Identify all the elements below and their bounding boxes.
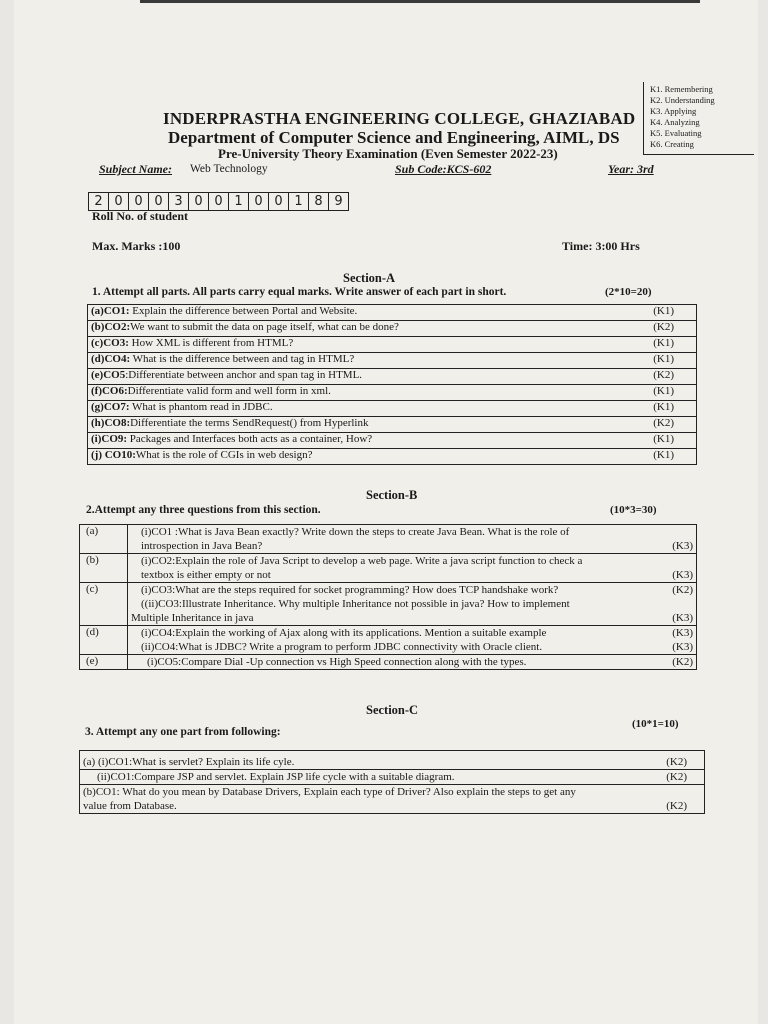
table-row [88,337,697,353]
section-c-title: Section-C [366,703,419,717]
roll-digit: 0 [109,193,129,210]
table-row [88,321,697,337]
question-label: (e) [80,655,128,670]
roll-digit: 3 [169,193,189,210]
section-a-table [87,304,697,465]
roll-label: Roll No. of student [92,209,189,223]
question-cell: (d)CO4: What is the difference between and tag in HTML? (K1) [88,353,697,369]
roll-digit: 1 [229,193,249,210]
table-row [88,385,697,401]
roll-digit: 0 [129,193,149,210]
exam-title: Pre-University Theory Examination (Even Semester 2022-23) [218,146,558,161]
year: Year: 3rd [608,162,654,176]
table-row [88,401,697,417]
table-row [80,554,697,583]
table-row [88,449,697,465]
question-label: (d) [80,626,128,655]
section-b-instruction: 2.Attempt any three questions from this section. [86,504,321,516]
question-label: (a) [80,525,128,554]
subject-label: Subject Name: [99,162,172,176]
table-row [80,785,705,814]
k-level-legend [643,82,754,155]
roll-digit: 9 [334,194,343,209]
question-cell: (a)CO1: Explain the difference between Portal and Website. (K1) [88,305,697,321]
question-cell: (c)CO3: How XML is different from HTML? (K1) [88,337,697,353]
table-row [80,525,697,554]
college-name: INDERPRASTHA ENGINEERING COLLEGE, GHAZIABAD [163,109,636,128]
roll-digit: 0 [249,193,269,210]
section-b-table [79,524,697,670]
k-legend-item: K4. Analyzing [650,117,700,127]
roll-digit: 2 [89,193,109,210]
section-b-marks: (10*3=30) [610,504,657,516]
question-cell: (i)CO4:Explain the working of Ajax along with its applications. Mention a suitable example (K3) (ii)CO4:What is JDBC? Write a program to perform JDBC connectivity with Oracle client. (K3) [128,626,697,655]
roll-digit: 0 [269,193,289,210]
question-cell: (i)CO1 :What is Java Bean exactly? Write down the steps to create Java Bean. What is the role of introspection in Java Bean? (K3) [128,525,697,554]
section-a-title: Section-A [343,271,396,285]
roll-digit: 1 [289,193,309,210]
subject-value: Web Technology [190,163,268,175]
max-marks: Max. Marks :100 [92,239,181,253]
question-cell: (b)CO2:We want to submit the data on page itself, what can be done? (K2) [88,321,697,337]
question-cell: (i)CO5:Compare Dial -Up connection vs High Speed connection along with the types. (K2) [128,655,697,670]
table-row [80,583,697,626]
table-row [88,353,697,369]
question-cell: (g)CO7: What is phantom read in JDBC. (K1) [88,401,697,417]
section-c-marks: (10*1=10) [632,718,679,730]
roll-digit: 0 [189,193,209,210]
table-row [80,655,697,670]
section-a-marks: (2*10=20) [605,286,652,298]
department-name: Department of Computer Science and Engineering, AIML, DS [168,128,620,147]
question-cell: (b)CO1: What do you mean by Database Drivers, Explain each type of Driver? Also explain the steps to get any value from Database. (K2) [80,785,705,814]
question-cell: (ii)CO1:Compare JSP and servlet. Explain JSP life cycle with a suitable diagram. (K2) [80,770,705,785]
top-border [140,0,700,3]
question-label: (b) [80,554,128,583]
question-cell: (e)CO5:Differentiate between anchor and span tag in HTML. (K2) [88,369,697,385]
question-cell: (h)CO8:Differentiate the terms SendRequest() from Hyperlink (K2) [88,417,697,433]
k-legend-item: K3. Applying [650,106,697,116]
section-a-instruction: 1. Attempt all parts. All parts carry equal marks. Write answer of each part in short. [92,286,507,298]
subject-code: Sub Code:KCS-602 [395,162,492,176]
section-c-instruction: 3. Attempt any one part from following: [85,726,281,738]
k-legend-item: K2. Understanding [650,95,715,105]
question-cell: (i)CO2:Explain the role of Java Script to develop a web page. Write a java script function to check a textbox is either empty or not (K3) [128,554,697,583]
k-legend-item: K1. Remembering [650,84,713,94]
table-row [80,751,705,770]
table-row [80,770,705,785]
roll-digit: 0 [149,193,169,210]
time-allowed: Time: 3:00 Hrs [562,239,640,253]
question-cell: (i)CO3:What are the steps required for socket programming? How does TCP handshake work? (K2) ((ii)CO3:Illustrate Inheritance. Why multiple Inheritance not possible in java? How to implement Multiple Inheritance in java (K3) [128,583,697,626]
question-label: (c) [80,583,128,626]
table-row [88,369,697,385]
question-cell: (i)CO9: Packages and Interfaces both acts as a container, How? (K1) [88,433,697,449]
section-b-title: Section-B [366,488,418,502]
table-row [88,305,697,321]
table-row [80,626,697,655]
table-row [88,433,697,449]
question-cell: (f)CO6:Differentiate valid form and well form in xml. (K1) [88,385,697,401]
section-c-table [79,750,705,814]
question-cell: (j) CO10:What is the role of CGIs in web design? (K1) [88,449,697,465]
question-cell: (a) (i)CO1:What is servlet? Explain its life cyle. (K2) [80,751,705,770]
table-row [88,417,697,433]
k-legend-item: K5. Evaluating [650,128,702,138]
roll-digit: 8 [309,193,329,210]
k-legend-item: K6. Creating [650,139,694,149]
roll-digit: 0 [209,193,229,210]
